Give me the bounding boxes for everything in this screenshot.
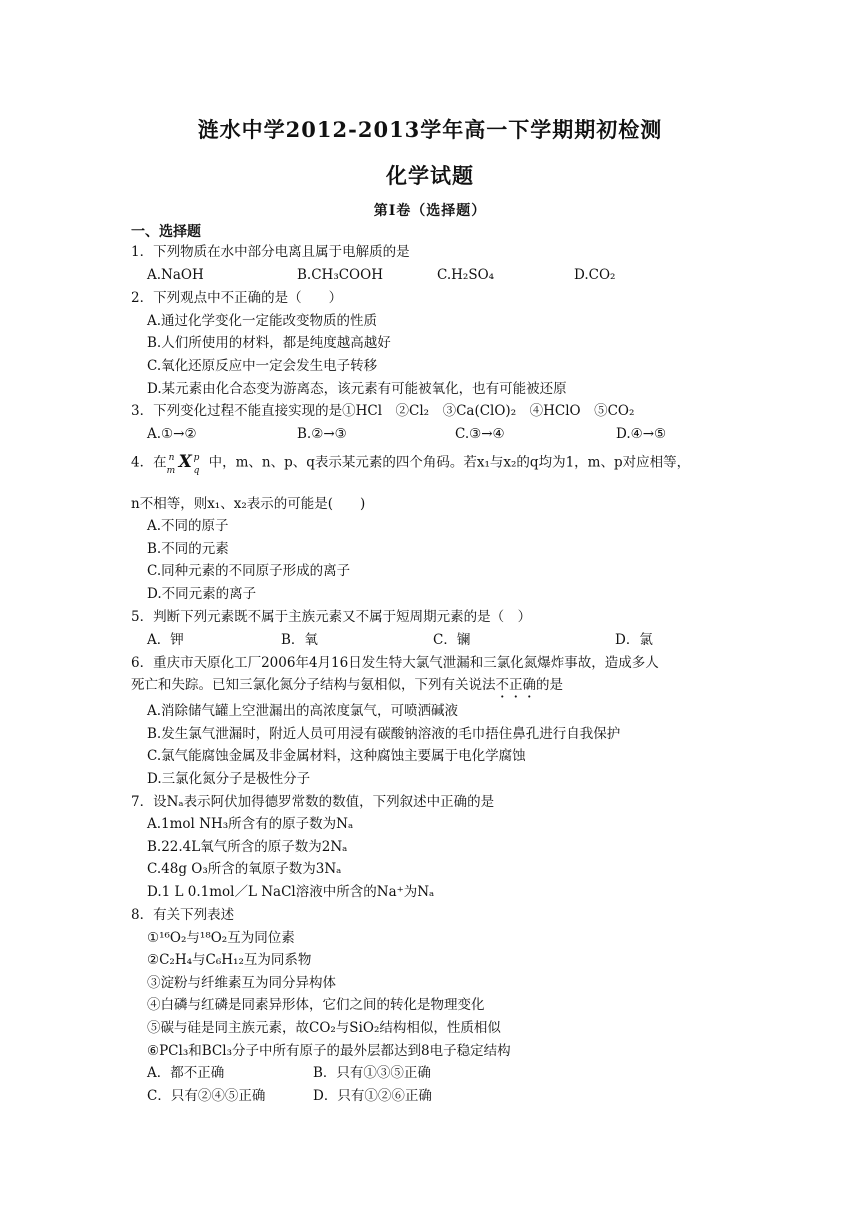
q4-option-b: B.不同的元素: [147, 541, 229, 557]
question-6-stem-line1: 6．重庆市天原化工厂2006年4月16日发生特大氯气泄漏和三氯化氮爆炸事故，造成多人: [131, 655, 659, 671]
q3-option-a: A.①→②: [147, 426, 197, 442]
q8-statement-4: ④白磷与红磷是同素异形体，它们之间的转化是物理变化: [147, 997, 485, 1013]
question-1-stem: 1．下列物质在水中部分电离且属于电解质的是: [131, 244, 410, 260]
q8-statement-1: ①¹⁶O₂与¹⁸O₂互为同位素: [147, 930, 295, 946]
question-6-stem-line2: [131, 676, 563, 694]
sym-x: X: [178, 452, 192, 472]
q4-option-c: C.同种元素的不同原子形成的离子: [147, 563, 351, 579]
sym-n: n: [168, 453, 175, 463]
emphasis-char: 正: [509, 677, 523, 693]
q7-option-b: B.22.4L氧气所含的原子数为2Nₐ: [147, 839, 348, 855]
nuclide-notation: [166, 452, 209, 476]
q8-option-d: D．只有①②⑥正确: [313, 1088, 432, 1104]
q3-option-d: D.④→⑤: [616, 426, 667, 442]
q5-option-c: C．镧: [433, 632, 471, 648]
question-7-stem: 7．设Nₐ表示阿伏加得德罗常数的数值，下列叙述中正确的是: [131, 794, 495, 810]
q2-option-b: B.人们所使用的材料，都是纯度越高越好: [147, 335, 391, 351]
emphasis-char: 不: [495, 677, 509, 693]
q8-statement-3: ③淀粉与纤维素互为同分异构体: [147, 975, 336, 991]
q1-option-c: C.H₂SO₄: [437, 267, 495, 283]
q6-option-d: D.三氯化氮分子是极性分子: [147, 771, 311, 787]
q8-statement-2: ②C₂H₄与C₆H₁₂互为同系物: [147, 952, 312, 968]
question-2-stem: 2．下列观点中不正确的是（ ）: [131, 290, 343, 306]
q3-option-b: B.②→③: [297, 426, 347, 442]
q2-option-d: D.某元素由化合态变为游离态，该元素有可能被氧化，也有可能被还原: [147, 381, 567, 397]
q8-option-a: A．都不正确: [147, 1065, 225, 1081]
q2-option-a: A.通过化学变化一定能改变物质的性质: [147, 313, 378, 329]
q6-option-a: A.消除储气罐上空泄漏出的高浓度氯气，可喷洒碱液: [147, 703, 459, 719]
q4-option-a: A.不同的原子: [147, 518, 229, 534]
exam-title: 涟水中学2012-2013学年高一下学期期初检测: [197, 117, 663, 142]
sym-p: p: [193, 453, 200, 463]
q1-option-b: B.CH₃COOH: [297, 267, 383, 283]
q7-option-d: D.1 L 0.1mol／L NaCl溶液中所含的Na⁺为Nₐ: [147, 884, 435, 900]
question-8-stem: 8．有关下列表述: [131, 907, 235, 923]
q4-prefix: 4．在: [131, 454, 167, 471]
sym-m: m: [166, 466, 176, 476]
q8-option-c: C．只有②④⑤正确: [147, 1088, 266, 1104]
q7-option-a: A.1mol NH₃所含有的原子数为Nₐ: [147, 816, 354, 832]
section-heading: 一、选择题: [131, 224, 201, 240]
exam-subtitle: 化学试题: [386, 163, 474, 188]
volume-heading: 第Ⅰ卷（选择题）: [373, 203, 487, 219]
q6-stem-post: 的是: [536, 677, 563, 693]
q1-option-d: D.CO₂: [574, 267, 616, 283]
question-4-stem-line2: n不相等，则x₁、x₂表示的可能是( ): [131, 496, 366, 512]
emphasis-char: 确: [522, 677, 536, 693]
q6-option-c: C.氯气能腐蚀金属及非金属材料，这种腐蚀主要属于电化学腐蚀: [147, 748, 526, 764]
question-5-stem: 5．判断下列元素既不属于主族元素又不属于短周期元素的是（ ）: [131, 609, 532, 625]
q6-stem-pre: 死亡和失踪。已知三氯化氮分子结构与氨相似，下列有关说法: [131, 677, 496, 693]
q8-statement-6: ⑥PCl₃和BCl₃分子中所有原子的最外层都达到8电子稳定结构: [147, 1043, 511, 1059]
q8-option-b: B．只有①③⑤正确: [313, 1065, 431, 1081]
sym-q: q: [193, 466, 200, 476]
q4-option-d: D.不同元素的离子: [147, 586, 257, 602]
q2-option-c: C.氧化还原反应中一定会发生电子转移: [147, 358, 378, 374]
q7-option-c: C.48g O₃所含的氧原子数为3Nₐ: [147, 861, 342, 877]
q8-statement-5: ⑤碳与硅是同主族元素，故CO₂与SiO₂结构相似，性质相似: [147, 1020, 501, 1036]
q1-option-a: A.NaOH: [147, 267, 204, 283]
q5-option-d: D．氯: [615, 632, 653, 648]
q4-stem-a: 中，m、n、p、q表示某元素的四个角码。若x₁与x₂的q均为1，m、p对应相等，: [208, 454, 691, 471]
q6-option-b: B.发生氯气泄漏时，附近人员可用浸有碳酸钠溶液的毛巾捂住鼻孔进行自我保护: [147, 726, 621, 742]
q3-option-c: C.③→④: [455, 426, 505, 442]
q5-option-a: A．钾: [147, 632, 184, 648]
q5-option-b: B．氧: [281, 632, 318, 648]
question-3-stem: 3．下列变化过程不能直接实现的是①HCl ②Cl₂ ③Ca(ClO)₂ ④HClO ⑤CO₂: [131, 403, 635, 419]
question-4-stem-line1: [131, 452, 691, 476]
